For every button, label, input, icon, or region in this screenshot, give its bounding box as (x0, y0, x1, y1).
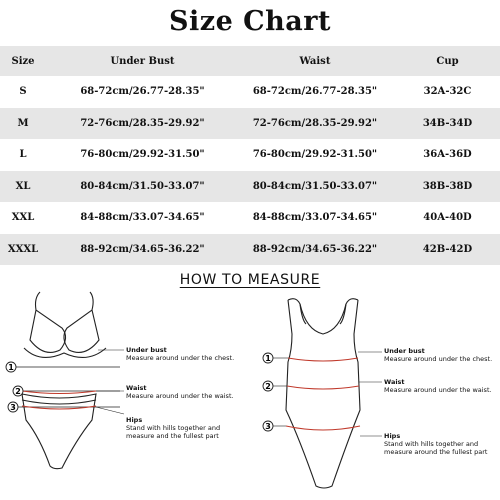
marker-2-right (263, 381, 273, 391)
cell-size: XXL (11, 212, 35, 224)
marker-1-right (263, 353, 273, 363)
left-hips-label: Hips Stand with hills together and measure and the fullest part (126, 416, 221, 440)
left-waist-label: Waist Measure around under the waist. (126, 384, 234, 400)
cell-waist: 88-92cm/34.65-36.22" (252, 243, 378, 255)
right-hips-label: Hips Stand with hills together and measure around the fullest part (384, 432, 488, 456)
left-underbust-label: Under bust Measure around under the chest. (126, 346, 235, 362)
table-row (0, 139, 500, 171)
marker-2-left (13, 386, 23, 396)
header-cup: Cup (436, 55, 459, 67)
cell-waist: 72-76cm/28.35-29.92" (252, 117, 378, 129)
table-header-row (0, 46, 500, 76)
how-to-measure-heading: HOW TO MEASURE (179, 272, 321, 288)
marker-3-left (8, 402, 18, 412)
cell-waist: 84-88cm/33.07-34.65" (252, 212, 378, 224)
right-measure-lines (272, 352, 382, 436)
table-row (0, 234, 500, 266)
cell-size: S (19, 86, 27, 98)
cell-waist: 68-72cm/26.77-28.35" (252, 86, 378, 98)
left-measure-lines (14, 350, 124, 414)
cell-under-bust: 84-88cm/33.07-34.65" (80, 212, 205, 224)
table-row (0, 171, 500, 203)
cell-cup: 36A-36D (423, 149, 472, 161)
size-table (0, 46, 500, 265)
cell-under-bust: 80-84cm/31.50-33.07" (80, 180, 205, 192)
bikini-top-illustration (24, 292, 106, 357)
svg-text:3: 3 (10, 403, 16, 412)
svg-text:2: 2 (15, 387, 21, 396)
page-title: Size Chart (169, 6, 331, 37)
cell-size: M (17, 117, 29, 129)
cell-waist: 80-84cm/31.50-33.07" (252, 180, 378, 192)
cell-cup: 40A-40D (423, 212, 472, 224)
cell-cup: 32A-32C (423, 86, 472, 98)
cell-cup: 34B-34D (422, 117, 473, 129)
cell-size: XXXL (7, 243, 39, 255)
cell-size: L (19, 149, 27, 161)
marker-1-left (6, 362, 16, 372)
table-row (0, 202, 500, 234)
cell-waist: 76-80cm/29.92-31.50" (252, 149, 378, 161)
right-waist-label: Waist Measure around under the waist. (384, 378, 492, 394)
cell-under-bust: 76-80cm/29.92-31.50" (80, 149, 205, 161)
svg-text:1: 1 (8, 363, 14, 372)
svg-text:3: 3 (265, 422, 271, 431)
measurement-diagram (0, 290, 500, 500)
header-waist: Waist (299, 55, 331, 67)
one-piece-swimsuit-illustration (286, 299, 360, 488)
table-row (0, 108, 500, 140)
cell-size: XL (15, 180, 31, 192)
header-under-bust: Under Bust (110, 55, 175, 67)
cell-cup: 42B-42D (422, 243, 473, 255)
cell-under-bust: 72-76cm/28.35-29.92" (80, 117, 205, 129)
table-row (0, 76, 500, 108)
cell-under-bust: 68-72cm/26.77-28.35" (80, 86, 205, 98)
bikini-bottom-illustration (22, 394, 96, 469)
cell-under-bust: 88-92cm/34.65-36.22" (80, 243, 205, 255)
marker-3-right (263, 421, 273, 431)
cell-cup: 38B-38D (422, 180, 473, 192)
svg-text:1: 1 (265, 354, 271, 363)
svg-text:2: 2 (265, 382, 271, 391)
header-size: Size (11, 55, 35, 67)
right-underbust-label: Under bust Measure around under the chest. (384, 347, 493, 363)
